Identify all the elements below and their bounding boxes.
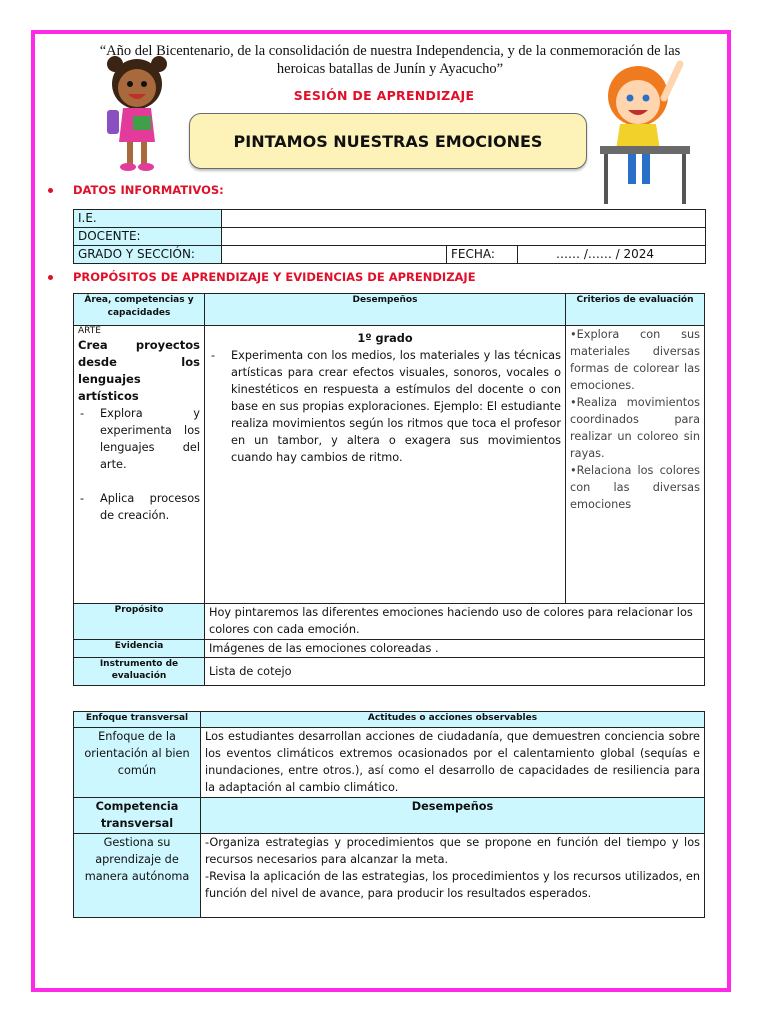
proposito-text: Hoy pintaremos las diferentes emociones haciendo uso de colores para relacionar los colores con cada emoción. [205, 604, 705, 640]
desempenos-transversal-cell [201, 834, 705, 918]
proposito-label: Propósito [74, 604, 205, 640]
col-enfoque: Enfoque transversal [74, 712, 201, 728]
fecha-label: FECHA: [447, 246, 518, 264]
competencia: Crea proyectos desde los lenguajes artísticos [78, 338, 200, 403]
col-area: Área, competencias y capacidades [74, 294, 205, 326]
datos-heading: DATOS INFORMATIVOS: [48, 183, 224, 197]
desempeno-list [209, 347, 561, 466]
actitudes-text: Los estudiantes desarrollan acciones de ciudadanía, que demuestren conciencia sobre los eventos climáticos extremos ocasionados por el calentamiento global (sequías e inundaciones, entre otros.), así como el desarrollo de capacidades de resiliencia para la adaptación al cambio climático. [201, 728, 705, 798]
grado-value [222, 246, 447, 264]
competencia-name: Gestiona su aprendizaje de manera autónoma [74, 834, 201, 918]
criterio-item: •Relaciona los colores con las diversas emociones [570, 464, 700, 511]
bullet-icon [48, 188, 53, 193]
evidencia-text: Imágenes de las emociones coloreadas . [205, 640, 705, 658]
col-competencia: Competencia transversal [74, 798, 201, 834]
capacidad-item: - Explora y experimenta los lenguajes del arte. [78, 405, 200, 473]
col-actitudes: Actitudes o acciones observables [201, 712, 705, 728]
ie-label: I.E. [74, 210, 222, 228]
criterios-cell [566, 326, 705, 604]
docente-label: DOCENTE: [74, 228, 222, 246]
desempeno-item: - Experimenta con los medios, los materiales y las técnicas artísticas para crear efectos visuales, sonoros, vocales o kinestéticos en respuesta a estímulos del docente o con base en sus propias exploraciones. Ejemplo: El estudiante realiza movimientos según los ritmos que toca el profesor en un tambor, y altera o exagera sus movimientos cuando hay cambios de ritmo. [209, 347, 561, 466]
fecha-value: …… /…… / 2024 [518, 246, 706, 264]
propositos-table [73, 293, 705, 686]
instrumento-label: Instrumento de evaluación [74, 658, 205, 686]
session-title: SESIÓN DE APRENDIZAJE [293, 88, 475, 103]
criterio-item: •Explora con sus materiales diversas formas de colorear las emociones. [570, 328, 700, 392]
docente-value [222, 228, 706, 246]
col-desempenos-transversal: Desempeños [201, 798, 705, 834]
enfoque-table [73, 711, 705, 918]
col-desempenos: Desempeños [205, 294, 566, 326]
capacidad-item: - Aplica procesos de creación. [78, 490, 200, 524]
desempeno-transversal-item: -Revisa la aplicación de las estrategias, los procedimientos y los recursos utilizados, en función del nivel de avance, para producir los resultados esperados. [205, 870, 700, 900]
grado-heading: 1º grado [357, 332, 413, 345]
desempeno-transversal-item: -Organiza estrategias y procedimientos que se propone en función del tiempo y los recursos necesarios para alcanzar la meta. [205, 836, 700, 866]
enfoque-name: Enfoque de la orientación al bien común [74, 728, 201, 798]
bullet-icon [48, 275, 53, 280]
criterio-item: •Realiza movimientos coordinados para realizar un coloreo sin rayas. [570, 396, 700, 460]
national-motto: “Año del Bicentenario, de la consolidación de nuestra Independencia, y de la conmemoración de las heroicas batallas de Junín y Ayacucho” [99, 43, 681, 77]
col-criterios: Criterios de evaluación [566, 294, 705, 326]
desempeno-cell [205, 326, 566, 604]
lesson-title: PINTAMOS NUESTRAS EMOCIONES [189, 113, 587, 169]
girl-at-desk-illustration [590, 58, 700, 208]
area-cell [74, 326, 205, 604]
ie-value [222, 210, 706, 228]
capacidades-list [78, 405, 200, 524]
instrumento-text: Lista de cotejo [205, 658, 705, 686]
grado-label: GRADO Y SECCIÓN: [74, 246, 222, 264]
area-name: ARTE [78, 326, 101, 336]
datos-table [73, 209, 706, 264]
propositos-heading: PROPÓSITOS DE APRENDIZAJE Y EVIDENCIAS DE APRENDIZAJE [48, 270, 476, 284]
evidencia-label: Evidencia [74, 640, 205, 658]
